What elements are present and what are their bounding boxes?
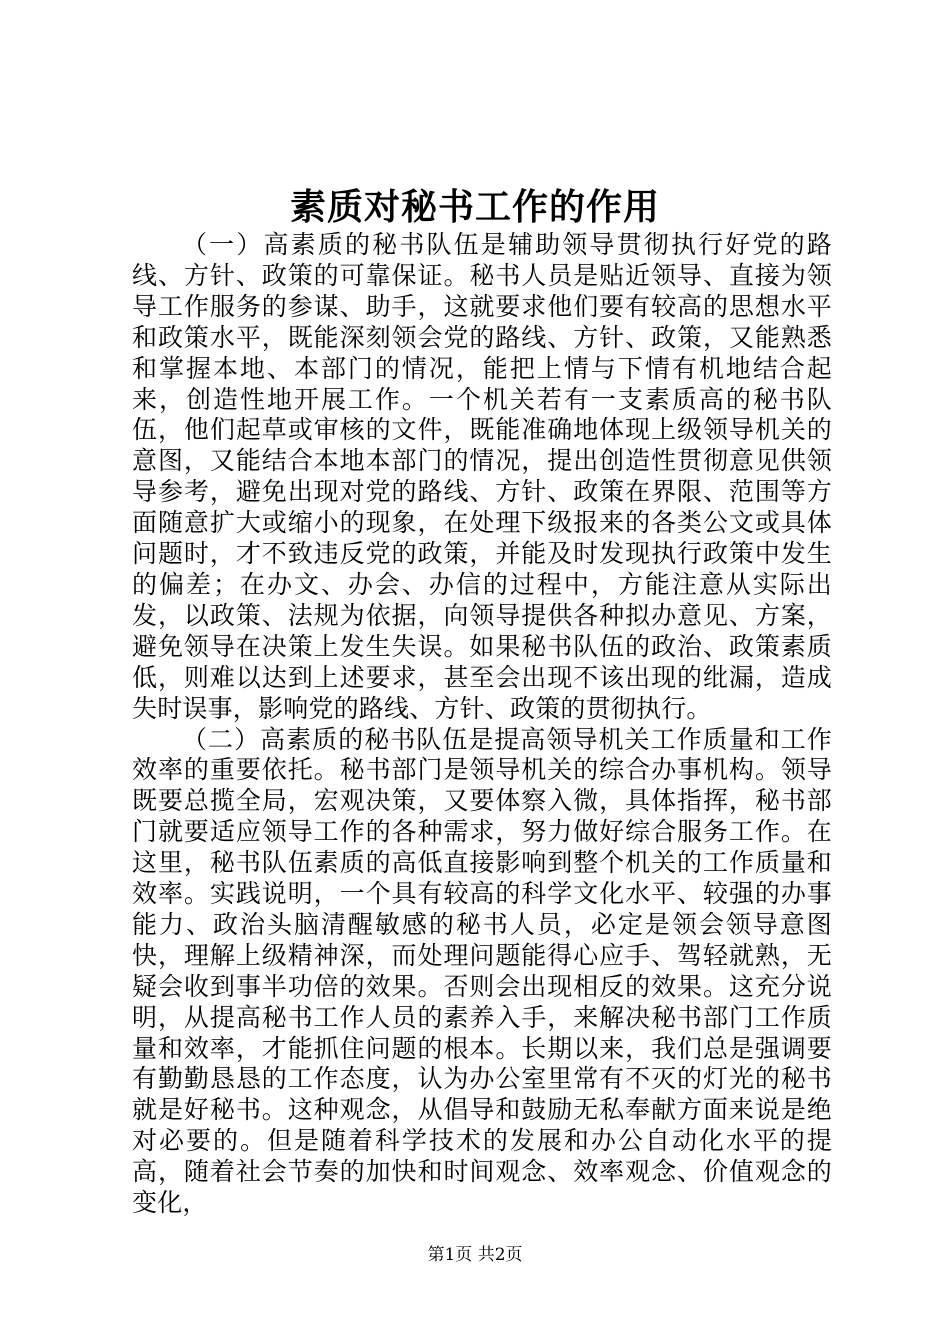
paragraph-1: （一）高素质的秘书队伍是辅助领导贯彻执行好党的路线、方针、政策的可靠保证。秘书人员是贴近领导、直接为领导工作服务的参谋、助手，这就要求他们要有较高的思想水平和政策水平，既能深刻领会党的路线、方针、政策，又能熟悉和掌握本地、本部门的情况，能把上情与下情有机地结合起来，创造性地开展工作。一个机关若有一支素质高的秘书队伍，他们起草或审核的文件，既能准确地体现上级领导机关的意图，又能结合本地本部门的情况，提出创造性贯彻意见供领导参考，避免出现对党的路线、方针、政策在界限、范围等方面随意扩大或缩小的现象，在处理下级报来的各类公文或具体问题时，才不致违反党的政策，并能及时发现执行政策中发生的偏差；在办文、办会、办信的过程中，方能注意从实际出发，以政策、法规为依据，向领导提供各种拟办意见、方案，避免领导在决策上发生失误。如果秘书队伍的政治、政策素质低，则难以达到上述要求，甚至会出现不该出现的纰漏，造成失时误事，影响党的路线、方针、政策的贯彻执行。 [132, 230, 832, 723]
paragraph-2: （二）高素质的秘书队伍是提高领导机关工作质量和工作效率的重要依托。秘书部门是领导机关的综合办事机构。领导既要总揽全局，宏观决策，又要体察入微，具体指挥，秘书部门就要适应领导工作的各种需求，努力做好综合服务工作。在这里，秘书队伍素质的高低直接影响到整个机关的工作质量和效率。实践说明，一个具有较高的科学文化水平、较强的办事能力、政治头脑清醒敏感的秘书人员，必定是领会领导意图快，理解上级精神深，而处理问题能得心应手、驾轻就熟，无疑会收到事半功倍的效果。否则会出现相反的效果。这充分说明，从提高秘书工作人员的素养入手，来解决秘书部门工作质量和效率，才能抓住问题的根本。长期以来，我们总是强调要有勤勤恳恳的工作态度，认为办公室里常有不灭的灯光的秘书就是好秘书。这种观念，从倡导和鼓励无私奉献方面来说是绝对必要的。但是随着科学技术的发展和办公自动化水平的提高，随着社会节奏的加快和时间观念、效率观念、价值观念的变化， [132, 724, 832, 1218]
document-body [132, 230, 832, 1219]
page-number-footer: 第1页 共2页 [427, 1245, 523, 1265]
document-title: 素质对秘书工作的作用 [289, 186, 660, 228]
